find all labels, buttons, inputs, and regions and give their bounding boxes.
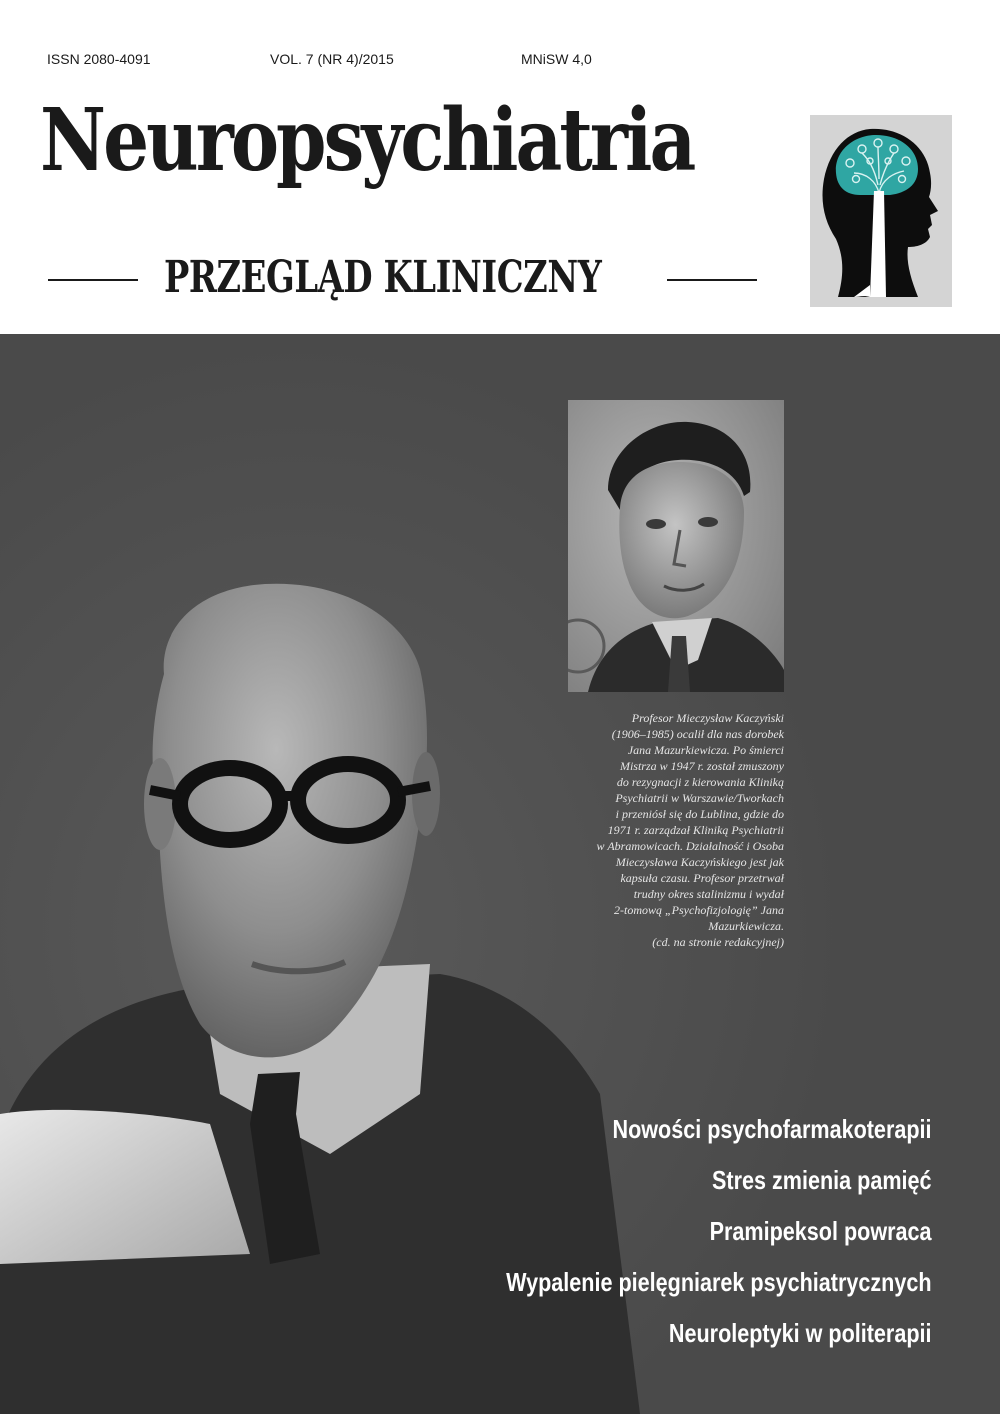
caption-line: kapsuła czasu. Profesor przetrwał	[620, 871, 784, 885]
caption-line: w Abramowicach. Działalność i Osoba	[596, 839, 784, 853]
cover-headlines	[419, 1104, 932, 1359]
masthead	[0, 0, 1000, 334]
caption-line: Mazurkiewicza.	[708, 919, 784, 933]
caption-line: 2-tomową „Psychofizjologię” Jana	[614, 903, 784, 917]
headline-neuroleptics: Neuroleptyki w politerapii	[669, 1318, 932, 1348]
journal-subtitle: PRZEGLĄD KLINICZNY	[164, 252, 602, 303]
issn-number: ISSN 2080-4091	[47, 51, 151, 67]
inset-photo-drawing	[568, 400, 784, 692]
subtitle-rule-left	[48, 279, 138, 281]
caption-line: Profesor Mieczysław Kaczyński	[631, 711, 784, 725]
caption-line: (cd. na stronie redakcyjnej)	[652, 935, 784, 949]
headline-nurse-burnout: Wypalenie pielęgniarek psychiatrycznych	[506, 1267, 932, 1297]
headline-stress-memory: Stres zmienia pamięć	[712, 1165, 932, 1195]
caption-line: i przeniósł się do Lublina, gdzie do	[615, 807, 784, 821]
caption-line: Psychiatrii w Warszawie/Tworkach	[615, 791, 784, 805]
photo-caption	[560, 710, 784, 950]
subtitle-rule-right	[667, 279, 757, 281]
inset-portrait-photo	[568, 400, 784, 692]
cover-image-area	[0, 334, 1000, 1414]
caption-line: Jana Mazurkiewicza. Po śmierci	[627, 743, 784, 757]
caption-line: 1971 r. zarządzał Kliniką Psychiatrii	[607, 823, 784, 837]
mnisw-score: MNiSW 4,0	[521, 51, 592, 67]
headline-pramipexole: Pramipeksol powraca	[710, 1216, 932, 1246]
caption-line: Mistrza w 1947 r. został zmuszony	[619, 759, 784, 773]
head-tree-icon	[810, 115, 952, 307]
headline-psychopharmacotherapy: Nowości psychofarmakoterapii	[612, 1114, 932, 1144]
journal-title: Neuropsychiatria	[40, 90, 694, 191]
caption-line: trudny okres stalinizmu i wydał	[633, 887, 784, 901]
caption-line: (1906–1985) ocalił dla nas dorobek	[611, 727, 784, 741]
volume-issue: VOL. 7 (NR 4)/2015	[270, 51, 394, 67]
caption-line: do rezygnacji z kierowania Kliniką	[616, 775, 784, 789]
caption-line: Mieczysława Kaczyńskiego jest jak	[615, 855, 784, 869]
journal-logo	[810, 115, 952, 307]
